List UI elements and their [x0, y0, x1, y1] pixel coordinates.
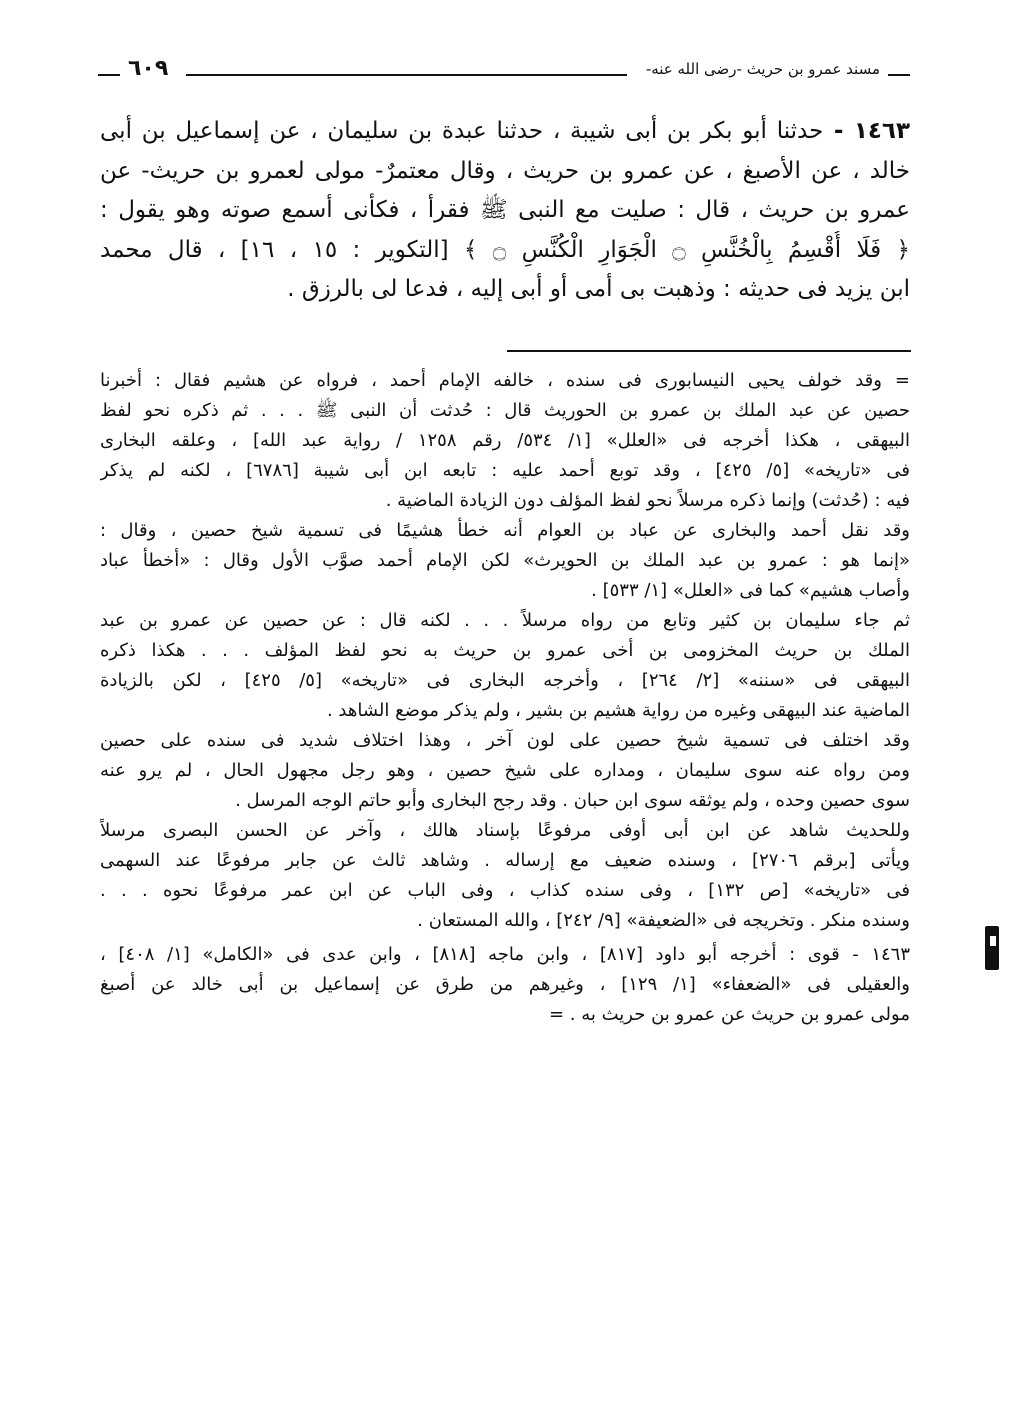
- edge-tab-mark: [985, 926, 999, 970]
- footnote-line: وقد نقل أحمد والبخارى عن عباد بن العوام أنه خطأ هشيمًا فى تسمية شيخ حصين ، وقال :: [100, 520, 910, 541]
- footnotes: [100, 366, 910, 1030]
- footnote-line: ومن رواه عنه سوى سليمان ، ومداره على شيخ حصين ، وهو رجل مجهول الحال ، لم يرو عنه: [100, 760, 910, 781]
- footnote-line: وسنده منكر . وتخريجه فى «الضعيفة» [٩/ ٢٤٢] ، والله المستعان .: [417, 910, 910, 931]
- footnote-line: والعقيلى فى «الضعفاء» [١/ ١٢٩] ، وغيرهم من طرق عن إسماعيل بن أبى خالد عن أصبغ: [100, 974, 910, 995]
- footnote-line: البيهقى ، هكذا أخرجه فى «العلل» [١/ ٥٣٤/ رقم ١٢٥٨ / رواية عبد الله] ، وعلقه البخارى: [100, 430, 910, 451]
- footnote-line: فيه : (حُدثت) وإنما ذكره مرسلاً نحو لفظ المؤلف دون الزيادة الماضية .: [385, 490, 910, 511]
- footnote-line: = وقد خولف يحيى النيسابورى فى سنده ، خالفه الإمام أحمد ، فرواه عن هشيم فقال : أخبرنا: [100, 370, 910, 391]
- hadith-text: [100, 112, 910, 310]
- footnote-line: ١٤٦٣ - قوى : أخرجه أبو داود [٨١٧] ، وابن ماجه [٨١٨] ، وابن عدى فى «الكامل» [١/ ٤٠٨] ،: [100, 944, 910, 965]
- footnote-line: ثم جاء سليمان بن كثير وتابع من رواه مرسلاً . . . لكنه قال : عن حصين عن عمرو بن عبد: [100, 610, 910, 631]
- footnote-line: فى «تاريخه» [ص ١٣٢] ، وفى سنده كذاب ، وفى الباب عن ابن عمر مرفوعًا نحوه . . .: [100, 880, 910, 901]
- header-title: مسند عمرو بن حريث -رضى الله عنه-: [645, 60, 880, 78]
- footnote-line: حصين عن عبد الملك بن عمرو بن الحوريث قال : حُدثت أن النبى ﷺ . . . ثم ذكره نحو لفظ: [100, 400, 910, 421]
- hadith-number: ١٤٦٣ -: [823, 118, 910, 144]
- hadith-line: ابن يزيد فى حديثه : وذهبت بى أمى أو أبى إليه ، فدعا لى بالرزق .: [287, 276, 910, 302]
- hadith-line: ١٤٦٣ - حدثنا أبو بكر بن أبى شيبة ، حدثنا عبدة بن سليمان ، عن إسماعيل بن أبى: [100, 118, 910, 144]
- header-rule-middle: [186, 74, 627, 76]
- footnote-line: وأصاب هشيم» كما فى «العلل» [١/ ٥٣٣] .: [591, 580, 910, 601]
- footnote-separator: [507, 350, 911, 352]
- hadith-line: عمرو بن حريث ، قال : صليت مع النبى ﷺ فقرأ ، فكأنى أسمع صوته وهو يقول :: [100, 197, 910, 223]
- page-number: ٦٠٩: [128, 56, 169, 81]
- footnote-line: وللحديث شاهد عن ابن أبى أوفى مرفوعًا بإسناد هالك ، وآخر عن الحسن البصرى مرسلاً: [100, 820, 910, 841]
- footnote-line: البيهقى فى «سننه» [٢/ ٢٦٤] ، وأخرجه البخارى فى «تاريخه» [٥/ ٤٢٥] ، لكن بالزيادة: [100, 670, 910, 691]
- running-header: [98, 56, 910, 90]
- header-rule-right: [888, 74, 910, 76]
- footnote-line: فى «تاريخه» [٥/ ٤٢٥] ، وقد توبع أحمد عليه : تابعه ابن أبى شيبة [٦٧٨٦] ، لكنه لم يذكر: [100, 460, 910, 481]
- footnote-line: وقد اختلف فى تسمية شيخ حصين على لون آخر ، وهذا اختلاف شديد فى سنده على حصين: [100, 730, 910, 751]
- hadith-line: خالد ، عن الأصبغ ، عن عمرو بن حريث ، وقال معتمرٌ- مولى لعمرو بن حريث- عن: [100, 157, 910, 184]
- footnote-line: الملك بن حريث المخزومى بن أخى عمرو بن حريث به نحو لفظ المؤلف . . . هكذا ذكره: [100, 640, 910, 661]
- footnote-line: مولى عمرو بن حريث عن عمرو بن حريث به . =: [548, 1004, 910, 1025]
- footnote-line: سوى حصين وحده ، ولم يوثقه سوى ابن حبان . وقد رجح البخارى وأبو حاتم الوجه المرسل .: [235, 790, 910, 811]
- hadith-line: ﴿ فَلَا أُقْسِمُ بِالْخُنَّسِ ۝ الْجَوَارِ الْكُنَّسِ ۝ ﴾ [التكوير : ١٥ ، ١٦] ، قال محمد: [100, 236, 910, 263]
- header-rule-left: [98, 74, 120, 76]
- footnote-line: الماضية عند البيهقى وغيره من رواية هشيم بن بشير ، ولم يذكر موضع الشاهد .: [326, 700, 910, 721]
- footnote-line: «إنما هو : عمرو بن عبد الملك بن الحويرث» لكن الإمام أحمد صوَّب الأول وقال : «أخطأ عباد: [100, 550, 910, 571]
- footnote-line: ويأتى [برقم ٢٧٠٦] ، وسنده ضعيف مع إرساله . وشاهد ثالث عن جابر مرفوعًا عند السهمى: [100, 850, 910, 871]
